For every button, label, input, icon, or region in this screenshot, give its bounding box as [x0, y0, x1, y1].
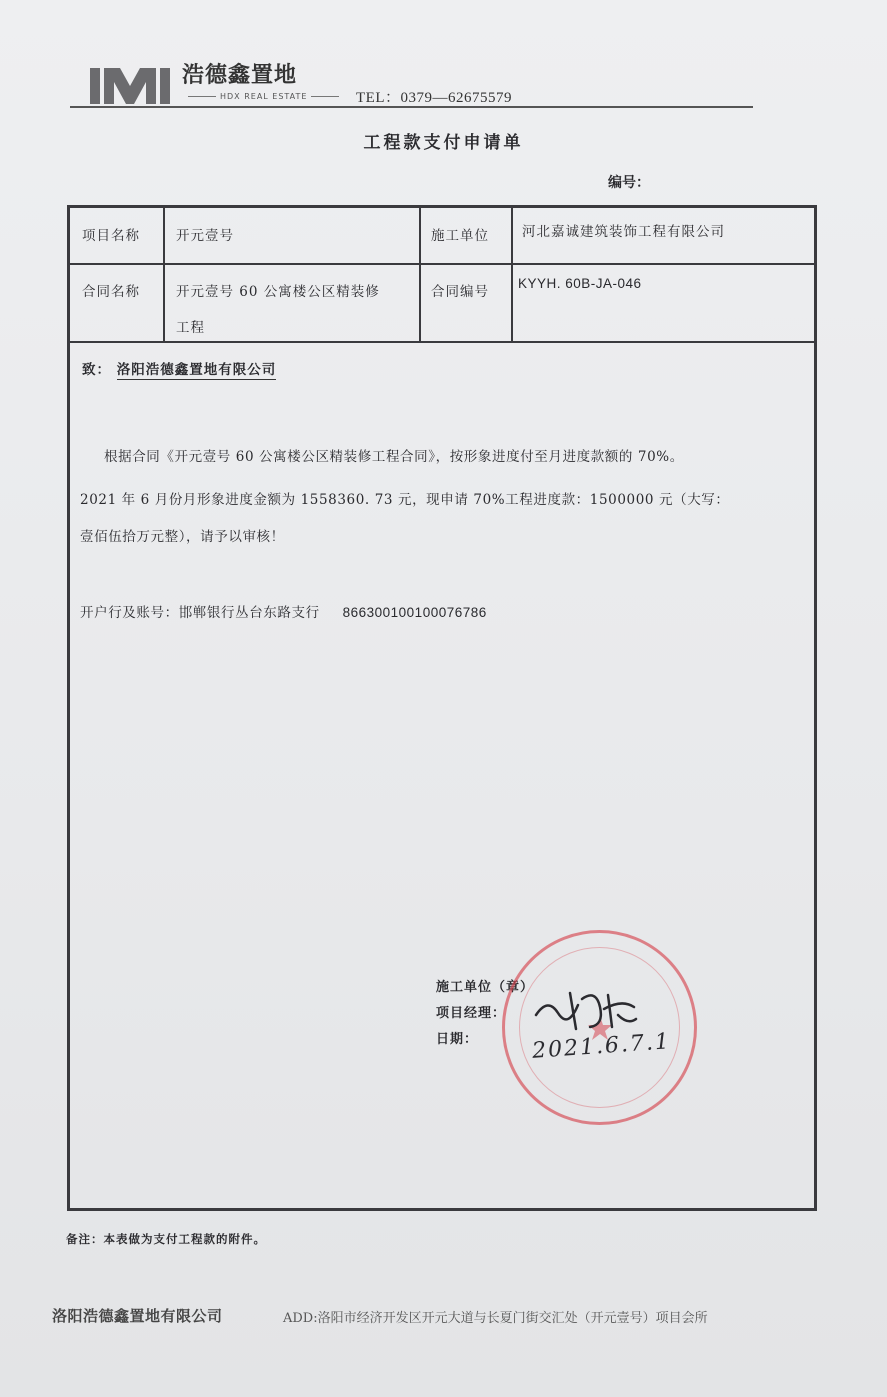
- handwritten-signature: [530, 985, 640, 1035]
- table-divider: [70, 263, 814, 265]
- table-divider: [70, 341, 814, 343]
- contract-no-value: KYYH. 60B-JA-046: [518, 276, 642, 291]
- telephone: TEL：0379—62675579: [356, 90, 512, 106]
- bank-info: [80, 601, 487, 621]
- brand-subtitle: HDX REAL ESTATE: [184, 92, 343, 101]
- addressee: [82, 358, 276, 378]
- addressee-company: 洛阳浩德鑫置地有限公司: [116, 362, 277, 378]
- header-divider: [70, 106, 753, 108]
- contractor-seal-label: 施工单位（章）: [436, 980, 535, 995]
- handwritten-date: 2021.6.7.1: [531, 1029, 672, 1064]
- contractor-value: 河北嘉诚建筑装饰工程有限公司: [522, 224, 725, 240]
- contractor-label: 施工单位: [431, 228, 489, 244]
- footnote: 备注：本表做为支付工程款的附件。: [66, 1232, 266, 1246]
- footer-company: 洛阳浩德鑫置地有限公司: [52, 1307, 223, 1325]
- footer-address: ADD:洛阳市经济开发区开元大道与长夏门街交汇处（开元壹号）项目会所: [283, 1311, 708, 1326]
- brand-name: 浩德鑫置地: [182, 63, 298, 88]
- letter-paragraph-line: 壹佰伍拾万元整），请予以审核！: [80, 529, 285, 545]
- company-logo: [90, 64, 170, 106]
- letter-paragraph-line: 根据合同《开元壹号 60 公寓楼公区精装修工程合同》，按形象进度付至月进度款额的 70%。: [104, 449, 684, 465]
- contract-name-value-cont: 工程: [176, 320, 205, 336]
- bank-label: 开户行及账号：邯郸银行丛台东路支行: [80, 605, 320, 621]
- table-divider: [163, 208, 165, 341]
- contract-no-label: 合同编号: [431, 284, 489, 300]
- project-manager-label: 项目经理：: [436, 1006, 507, 1021]
- project-name-label: 项目名称: [82, 228, 140, 244]
- letter-paragraph-line: 2021 年 6 月份月形象进度金额为 1558360. 73 元，现申请 70%工程进度款：1500000 元（大写：: [80, 492, 730, 508]
- date-label: 日期：: [436, 1032, 479, 1047]
- document-title: 工程款支付申请单: [363, 133, 524, 153]
- addressee-prefix: 致：: [82, 362, 111, 378]
- table-divider: [419, 208, 421, 341]
- contract-name-label: 合同名称: [82, 284, 140, 300]
- contract-name-value: 开元壹号 60 公寓楼公区精装修: [176, 284, 380, 300]
- bank-account: 866300100100076786: [342, 605, 487, 620]
- table-divider: [511, 208, 513, 341]
- serial-number-label: 编号：: [608, 175, 650, 191]
- project-name-value: 开元壹号: [176, 228, 234, 244]
- form-frame: [67, 205, 817, 1211]
